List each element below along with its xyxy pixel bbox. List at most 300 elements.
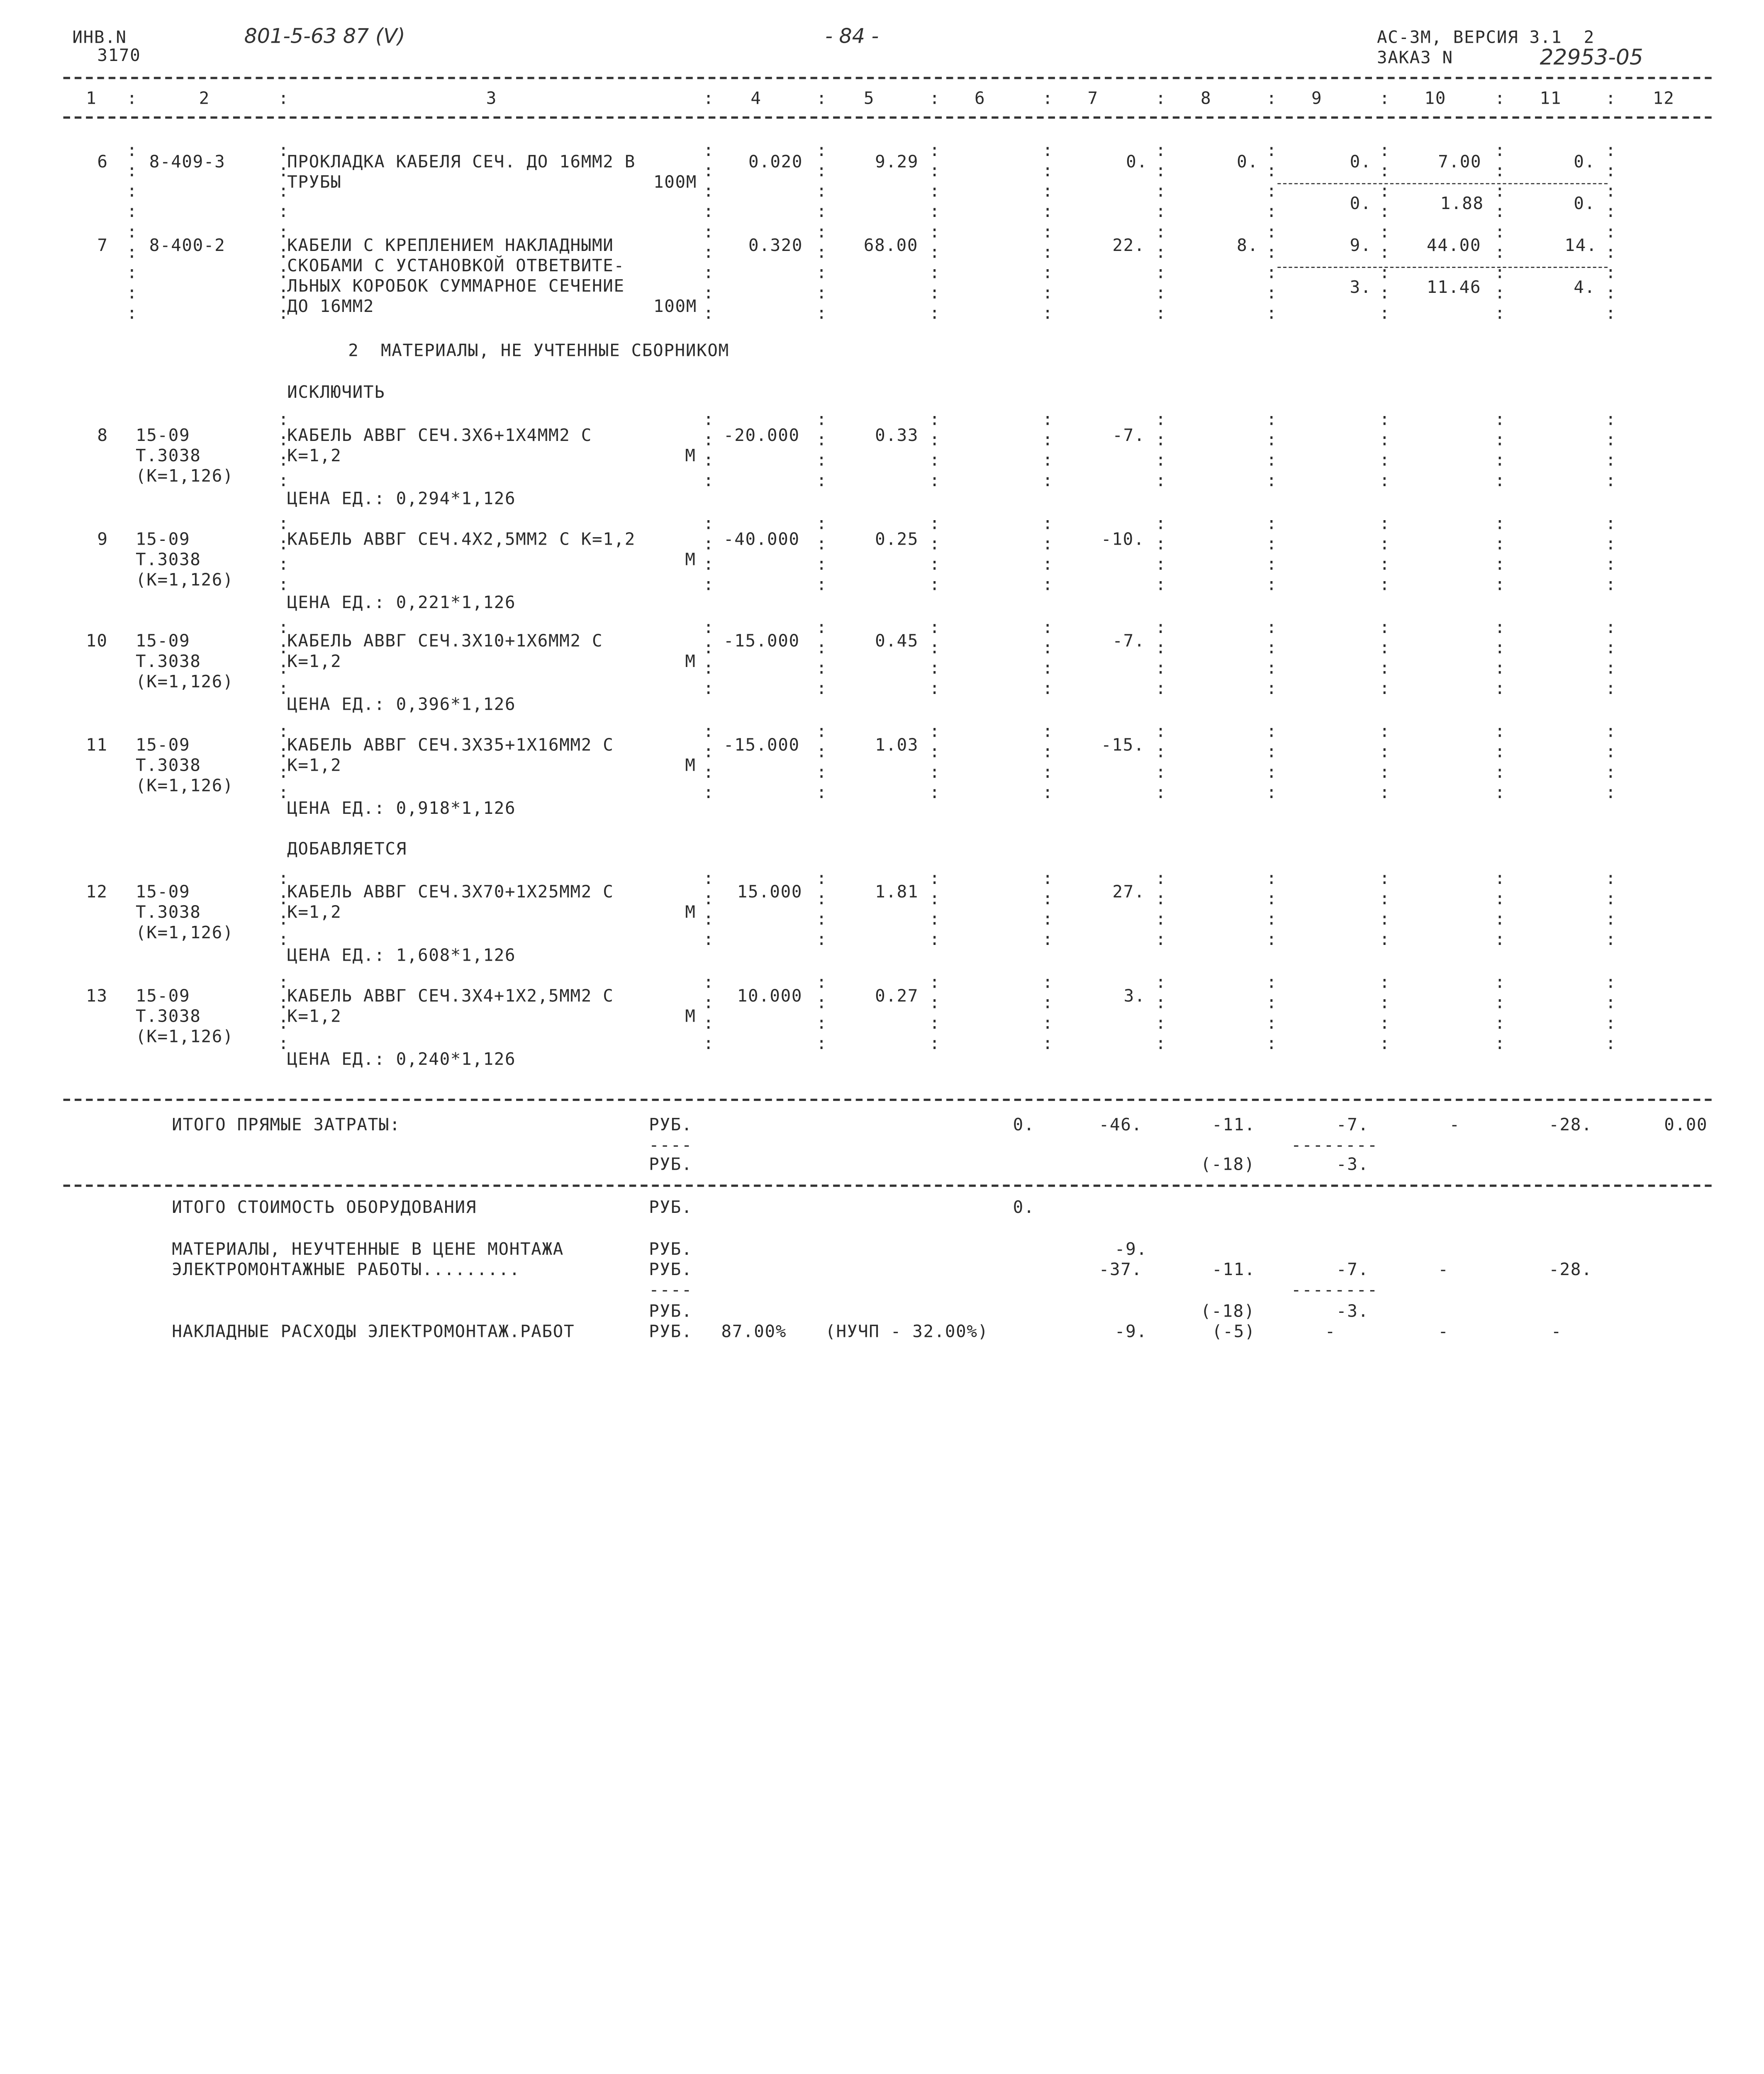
col-6: 6 (974, 88, 986, 109)
column-separator: : (1155, 972, 1167, 993)
column-separator: : (127, 222, 138, 242)
column-separator: : (816, 762, 828, 782)
column-separator: : (929, 929, 940, 949)
column-separator: : (1266, 617, 1277, 638)
column-separator: : (703, 637, 714, 658)
col7-value: -7. (1112, 630, 1145, 651)
column-separator: : (1379, 140, 1391, 161)
column-separator: : (1155, 470, 1167, 491)
column-separator: : (278, 554, 290, 574)
column-separator: : (703, 554, 714, 574)
column-separator: : (1042, 303, 1054, 324)
column-separator: : (703, 888, 714, 909)
column-separator: : (1266, 140, 1277, 161)
column-separator: : (1042, 262, 1054, 283)
column-separator: : (703, 574, 714, 595)
column-separator: : (278, 262, 290, 283)
rate-table: Т.3038 (136, 902, 201, 923)
column-separator: : (703, 741, 714, 762)
column-separator: : (1155, 513, 1167, 534)
column-separator: : (1379, 554, 1391, 574)
column-separator: : (816, 678, 828, 699)
column-separator: : (1266, 222, 1277, 242)
column-separator: : (1605, 762, 1617, 782)
column-separator: : (1266, 470, 1277, 491)
column-separator: : (278, 657, 290, 678)
column-separator: : (1605, 533, 1617, 554)
column-separator: : (1379, 429, 1391, 450)
column-separator: : (703, 181, 714, 202)
column-separator: : (703, 201, 714, 222)
column-separator: : (1605, 721, 1617, 742)
column-separator: : (1379, 868, 1391, 889)
column-separator: : (1379, 637, 1391, 658)
col10-works: - (1438, 1259, 1449, 1280)
column-separator: : (1605, 929, 1617, 949)
col11-works: -28. (1549, 1259, 1593, 1280)
rate-coefficient: (К=1,126) (136, 671, 234, 692)
row-number: 13 (86, 986, 108, 1006)
column-separator: : (816, 303, 828, 324)
column-separator: : (816, 992, 828, 1013)
order-label: ЗАКАЗ N (1377, 47, 1453, 68)
column-separator: : (1266, 762, 1277, 782)
col9-overhead: - (1325, 1321, 1336, 1342)
column-separator: : (1155, 929, 1167, 949)
column-separator: : (1605, 160, 1617, 181)
col7-works: -37. (1099, 1259, 1143, 1280)
column-separator: : (816, 1013, 828, 1033)
column-separator: : (1155, 242, 1167, 263)
currency-dash: ---- (649, 1279, 693, 1300)
column-separator: : (1155, 181, 1167, 202)
rate-code: 15-09 (136, 425, 190, 445)
column-separator: : (929, 160, 940, 181)
column-separator: : (278, 303, 290, 324)
column-separator: : (1042, 242, 1054, 263)
column-separator: : (703, 762, 714, 782)
exclude-label: ИСКЛЮЧИТЬ (287, 382, 385, 403)
column-separator: : (703, 721, 714, 742)
column-separator: : (127, 303, 138, 324)
col8-works-wage: (-18) (1200, 1301, 1255, 1322)
col-4: 4 (750, 88, 762, 109)
rate-table: Т.3038 (136, 755, 201, 776)
rate-coefficient: (К=1,126) (136, 922, 234, 943)
column-separator: : (703, 470, 714, 491)
column-separator: : (1605, 868, 1617, 889)
column-separator: : (1379, 303, 1391, 324)
material-description: КАБЕЛЬ АВВГ СЕЧ.3Х35+1Х16ММ2 С (287, 735, 614, 755)
column-separator: : (1605, 450, 1617, 470)
rate-coefficient: (К=1,126) (136, 775, 234, 796)
column-separator: : (703, 140, 714, 161)
column-separator: : (1042, 513, 1054, 534)
column-separator: : (816, 181, 828, 202)
rate-coefficient: (К=1,126) (136, 465, 234, 486)
column-separator: : (1266, 908, 1277, 929)
page-number: - 84 - (825, 24, 879, 49)
header-divider (63, 77, 1712, 79)
rate-code: 8-409-3 (149, 151, 226, 172)
column-separator: : (929, 992, 940, 1013)
currency: РУБ. (649, 1259, 693, 1280)
column-separator: : (1379, 657, 1391, 678)
column-separator: : (1042, 637, 1054, 658)
col11-overhead: - (1551, 1321, 1562, 1342)
column-separator: : (929, 450, 940, 470)
column-separator: : (1605, 409, 1617, 430)
section-title: 2 МАТЕРИАЛЫ, НЕ УЧТЕННЫЕ СБОРНИКОМ (348, 340, 729, 361)
column-separator: : (1042, 721, 1054, 742)
column-separator: : (1379, 513, 1391, 534)
column-separator: : (1155, 741, 1167, 762)
quantity: 0.320 (748, 235, 803, 256)
column-separator: : (703, 972, 714, 993)
column-separator: : (929, 908, 940, 929)
col-5: 5 (863, 88, 875, 109)
col-2: 2 (199, 88, 210, 109)
column-separator: : (1042, 782, 1054, 803)
column-separator: : (1042, 678, 1054, 699)
column-separator: : (703, 1013, 714, 1033)
unit: М (685, 1006, 696, 1027)
column-separator: : (278, 741, 290, 762)
col10-value: 7.00 (1438, 151, 1482, 172)
column-separator: : (1042, 140, 1054, 161)
column-separator: : (1379, 972, 1391, 993)
rate-code: 15-09 (136, 986, 190, 1006)
currency: РУБ. (649, 1239, 693, 1259)
currency-dash: ---- (649, 1134, 693, 1155)
column-separator: : (1266, 554, 1277, 574)
column-separator: : (1042, 972, 1054, 993)
column-separator: : (1379, 409, 1391, 430)
column-separator: : (278, 282, 290, 303)
column-separator: : (816, 782, 828, 803)
column-separator: : (1494, 513, 1506, 534)
currency: РУБ. (649, 1114, 693, 1135)
column-separator: : (1042, 409, 1054, 430)
unit-price: 0.45 (875, 630, 919, 651)
column-separator: : (1155, 201, 1167, 222)
column-separator: : (703, 782, 714, 803)
col7-value: 0. (1126, 151, 1148, 172)
column-separator: : (1042, 282, 1054, 303)
column-separator: : (929, 657, 940, 678)
col7-value: -10. (1101, 529, 1145, 550)
column-separator: : (278, 242, 290, 263)
column-separator: : (703, 222, 714, 242)
column-separator: : (1605, 222, 1617, 242)
column-separator: : (929, 470, 940, 491)
column-separator: : (1379, 762, 1391, 782)
column-separator: : (1494, 782, 1506, 803)
column-separator: : (1042, 908, 1054, 929)
column-separator: : (1605, 617, 1617, 638)
subtotal-dash: -------- (1291, 1279, 1378, 1300)
column-separator: : (1266, 88, 1277, 109)
column-separator: : (1266, 929, 1277, 949)
column-separator: : (1042, 450, 1054, 470)
column-separator: : (1042, 181, 1054, 202)
column-separator: : (1266, 533, 1277, 554)
currency: РУБ. (649, 1301, 693, 1322)
column-separator: : (1379, 470, 1391, 491)
column-separator: : (278, 429, 290, 450)
unit-price-formula: ЦЕНА ЕД.: 0,240*1,126 (287, 1049, 516, 1069)
col-12: 12 (1652, 88, 1675, 109)
column-separator: : (1042, 762, 1054, 782)
column-separator: : (127, 201, 138, 222)
rate-table: Т.3038 (136, 445, 201, 466)
quantity: -40.000 (724, 529, 800, 550)
row-number: 9 (97, 529, 108, 550)
column-separator: : (816, 470, 828, 491)
column-separator: : (703, 929, 714, 949)
column-separator: : (1266, 992, 1277, 1013)
column-separator: : (816, 222, 828, 242)
work-description: СКОБАМИ С УСТАНОВКОЙ ОТВЕТВИТЕ- (287, 255, 625, 276)
unit: 100М (653, 172, 697, 192)
quantity: -15.000 (724, 630, 800, 651)
column-separator: : (1605, 574, 1617, 595)
column-separator: : (1605, 262, 1617, 283)
column-separator: : (929, 972, 940, 993)
column-separator: : (1494, 140, 1506, 161)
column-separator: : (929, 303, 940, 324)
column-separator: : (816, 721, 828, 742)
column-separator: : (929, 762, 940, 782)
col-8: 8 (1200, 88, 1212, 109)
column-separator: : (1379, 888, 1391, 909)
column-separator: : (1494, 929, 1506, 949)
column-separator: : (1494, 554, 1506, 574)
column-separator: : (1266, 409, 1277, 430)
column-separator: : (1379, 450, 1391, 470)
col7-overhead: -9. (1114, 1321, 1148, 1342)
column-separator: : (929, 513, 940, 534)
column-separator: : (278, 762, 290, 782)
material-description: КАБЕЛЬ АВВГ СЕЧ.3Х10+1Х6ММ2 С (287, 630, 603, 651)
column-separator: : (278, 1013, 290, 1033)
column-separator: : (929, 181, 940, 202)
column-separator: : (929, 201, 940, 222)
column-separator: : (1494, 201, 1506, 222)
totals-divider (63, 1185, 1712, 1187)
column-separator: : (1494, 741, 1506, 762)
column-separator: : (816, 160, 828, 181)
rate-coefficient: (К=1,126) (136, 1026, 234, 1047)
column-separator: : (1494, 533, 1506, 554)
column-separator: : (1155, 762, 1167, 782)
col7-value: -7. (1112, 425, 1145, 445)
material-description: К=1,2 (287, 445, 342, 466)
col11-wage: 0. (1574, 193, 1596, 214)
col9-value: 0. (1350, 151, 1372, 172)
column-separator: : (1605, 470, 1617, 491)
column-separator: : (127, 282, 138, 303)
unit-price-formula: ЦЕНА ЕД.: 0,221*1,126 (287, 592, 516, 613)
col10-wage: 11.46 (1426, 277, 1481, 297)
column-separator: : (816, 637, 828, 658)
rate-code: 15-09 (136, 529, 190, 550)
program-version: АС-3М, ВЕРСИЯ 3.1 2 (1377, 27, 1595, 48)
direct-costs-label: ИТОГО ПРЯМЫЕ ЗАТРАТЫ: (172, 1114, 401, 1135)
unit-price: 68.00 (863, 235, 919, 256)
column-separator: : (1605, 181, 1617, 202)
column-separator: : (929, 574, 940, 595)
column-separator: : (1494, 242, 1506, 263)
overhead-note: (НУЧП - 32.00%) (825, 1321, 989, 1342)
column-separator: : (1605, 992, 1617, 1013)
document-code: 801-5-63 87 (V) (244, 24, 405, 49)
col8-value: 0. (1237, 151, 1259, 172)
column-separator: : (816, 929, 828, 949)
column-separator: : (1379, 160, 1391, 181)
column-separator: : (703, 992, 714, 1013)
material-description: КАБЕЛЬ АВВГ СЕЧ.3Х70+1Х25ММ2 С (287, 881, 614, 902)
column-separator: : (1494, 181, 1506, 202)
column-separator: : (816, 908, 828, 929)
column-separator: : (1266, 450, 1277, 470)
rate-coefficient: (К=1,126) (136, 570, 234, 590)
column-separator: : (1494, 868, 1506, 889)
column-separator: : (1155, 574, 1167, 595)
column-separator: : (1266, 303, 1277, 324)
col8-wage-total: (-18) (1200, 1154, 1255, 1175)
column-separator: : (1494, 303, 1506, 324)
column-separator: : (1155, 88, 1167, 109)
column-separator: : (1605, 678, 1617, 699)
col-1: 1 (86, 88, 97, 109)
col-11: 11 (1540, 88, 1562, 109)
column-separator: : (1266, 181, 1277, 202)
col9-wage: 3. (1350, 277, 1372, 297)
col11-wage: 4. (1574, 277, 1596, 297)
column-separator: : (1266, 262, 1277, 283)
column-separator: : (1379, 1013, 1391, 1033)
col11-value: 14. (1564, 235, 1598, 256)
currency: РУБ. (649, 1321, 693, 1342)
column-header-divider (63, 117, 1712, 119)
work-description: ТРУБЫ (287, 172, 342, 192)
material-description: К=1,2 (287, 1006, 342, 1027)
column-separator: : (1042, 1013, 1054, 1033)
column-separator: : (1155, 617, 1167, 638)
col10-total: - (1449, 1114, 1460, 1135)
column-separator: : (1266, 637, 1277, 658)
column-separator: : (1379, 678, 1391, 699)
column-separator: : (1605, 637, 1617, 658)
column-separator: : (1494, 429, 1506, 450)
column-separator: : (1042, 201, 1054, 222)
column-separator: : (929, 282, 940, 303)
column-separator: : (278, 470, 290, 491)
column-separator: : (1266, 721, 1277, 742)
column-separator: : (1605, 88, 1617, 109)
column-separator: : (1379, 88, 1391, 109)
column-separator: : (278, 972, 290, 993)
column-separator: : (929, 721, 940, 742)
col9-works: -7. (1336, 1259, 1369, 1280)
column-separator: : (1042, 222, 1054, 242)
column-separator: : (1494, 908, 1506, 929)
column-separator: : (1379, 617, 1391, 638)
column-separator: : (1042, 868, 1054, 889)
column-separator: : (1266, 1013, 1277, 1033)
column-separator: : (1605, 1013, 1617, 1033)
column-separator: : (1155, 429, 1167, 450)
column-separator: : (1042, 160, 1054, 181)
col7-value: 3. (1123, 986, 1146, 1006)
unit-price: 9.29 (875, 151, 919, 172)
column-separator: : (1266, 282, 1277, 303)
unit-price: 0.27 (875, 986, 919, 1006)
column-separator: : (278, 201, 290, 222)
column-separator: : (278, 160, 290, 181)
column-separator: : (278, 450, 290, 470)
column-separator: : (1155, 282, 1167, 303)
column-separator: : (816, 88, 828, 109)
column-separator: : (1494, 1013, 1506, 1033)
material-description: КАБЕЛЬ АВВГ СЕЧ.3Х6+1Х4ММ2 С (287, 425, 592, 445)
column-separator: : (1042, 617, 1054, 638)
column-separator: : (929, 1033, 940, 1054)
currency: РУБ. (649, 1154, 693, 1175)
column-separator: : (278, 574, 290, 595)
column-separator: : (1266, 201, 1277, 222)
column-separator: : (929, 409, 940, 430)
col9-wage-total: -3. (1336, 1154, 1369, 1175)
column-separator: : (816, 513, 828, 534)
column-separator: : (1155, 303, 1167, 324)
column-separator: : (127, 88, 138, 109)
column-separator: : (278, 181, 290, 202)
column-separator: : (1266, 678, 1277, 699)
col11-value: 0. (1574, 151, 1596, 172)
materials-total-value: -9. (1114, 1239, 1148, 1259)
column-separator: : (1042, 429, 1054, 450)
column-separator: : (278, 533, 290, 554)
column-separator: : (1494, 721, 1506, 742)
column-separator: : (703, 513, 714, 534)
column-separator: : (1266, 513, 1277, 534)
column-separator: : (929, 888, 940, 909)
column-separator: : (816, 574, 828, 595)
currency: РУБ. (649, 1197, 693, 1217)
column-separator: : (1379, 222, 1391, 242)
column-separator: : (816, 1033, 828, 1054)
column-separator: : (1494, 222, 1506, 242)
col8-overhead: (-5) (1212, 1321, 1256, 1342)
column-separator: : (1605, 741, 1617, 762)
column-separator: : (127, 262, 138, 283)
column-separator: : (1605, 201, 1617, 222)
column-separator: : (1605, 282, 1617, 303)
column-separator: : (1155, 721, 1167, 742)
material-description: КАБЕЛЬ АВВГ СЕЧ.4Х2,5ММ2 С К=1,2 (287, 529, 636, 550)
col9-value: 9. (1350, 235, 1372, 256)
column-separator: : (1379, 282, 1391, 303)
column-separator: : (703, 429, 714, 450)
totals-divider (63, 1099, 1712, 1101)
column-separator: : (1494, 637, 1506, 658)
column-separator: : (929, 782, 940, 803)
row-number: 6 (97, 151, 108, 172)
add-label: ДОБАВЛЯЕТСЯ (287, 838, 407, 859)
column-separator: : (278, 992, 290, 1013)
